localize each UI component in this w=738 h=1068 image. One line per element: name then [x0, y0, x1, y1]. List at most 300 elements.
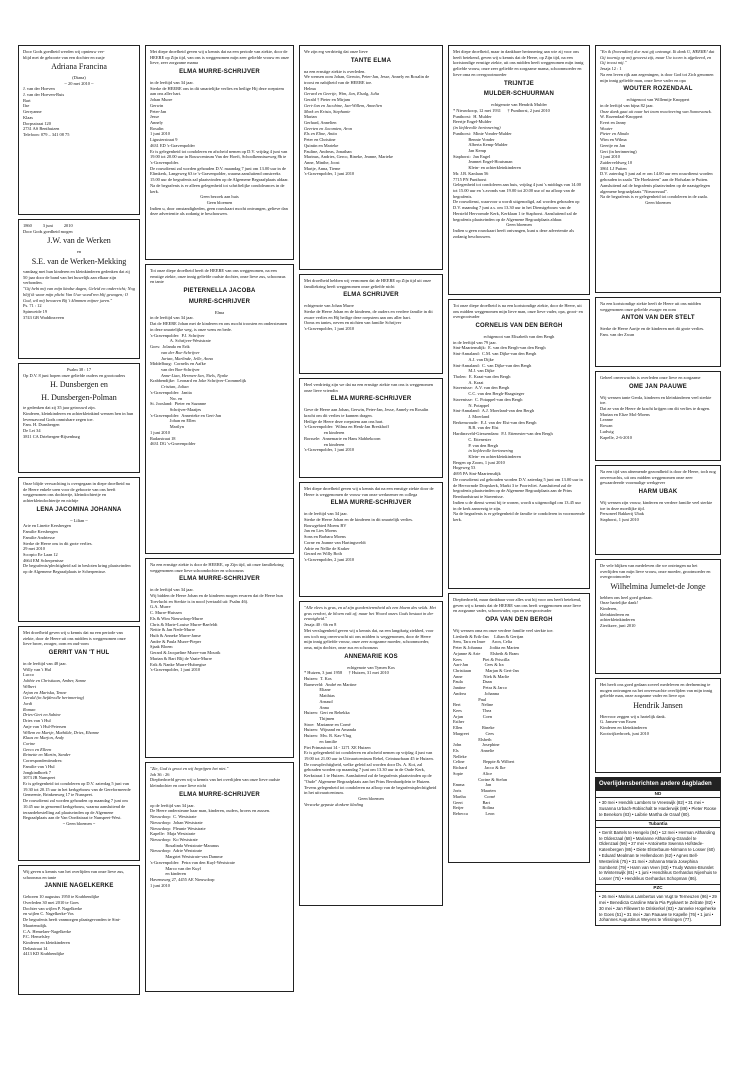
- announcement-name: ELMA MURRE-SCHRIJVER: [179, 576, 260, 583]
- announcement: [145, 264, 294, 554]
- announcement-text: Andre & Paula Murre-Pieper: [150, 638, 202, 644]
- announcement-text: 1 juni 2010: [600, 154, 621, 160]
- announcement-text: "Zie, God is groot en wij begrijpen het niet.": [150, 766, 229, 771]
- announcement-text: Wilbert: [23, 683, 36, 689]
- announcement-text: Op D.V. 8 juni hopen onze geliefde ouders en grootouders: [23, 372, 126, 378]
- announcement-text: Geert Bart: [453, 799, 491, 805]
- announcement-text: Klaas: [23, 114, 33, 120]
- announcement-text: Met diepe droefheid geven wij u kennis dat na een periode van ziekte, door de HEERE op Zijn tijd, van ons is weggenomen mijn zeer geliefde vrouw en onze lieve, zeer zorgzame mama: [150, 49, 291, 66]
- announcement-text: Gerald † Pieter en Mirjam: [304, 97, 351, 103]
- announcement: [595, 297, 721, 367]
- announcement-text: op de leeftijd van 34 jaar.: [150, 802, 195, 808]
- announcement-text: Met diepe droefheid, maar in dankbare herinnering aan wie zij voor ons heeft betekend, geven wij u kennis dat de Heere, op Zijn tijd, na een kortstondige ernstige ziekte, uit ons midden heeft weggenomen mijn innig geliefde vrouw, onze zeer geliefde en zorgzame mama, schoonmoeder en lieve oma en overgrootmoeder: [453, 49, 585, 77]
- overview-section-label: Tubantia: [596, 820, 720, 828]
- announcement-text: Dries-Gert en Sabine: [23, 712, 61, 718]
- announcement-text: Dat ze van de Heere de kracht krijgen om dit verlies te dragen.: [600, 405, 711, 411]
- announcement-text: Reijer Rolina: [453, 805, 495, 811]
- announcement-text: Ligusterstraat 9: [150, 137, 178, 143]
- announcement-text: St. Joosland: Pieter en Suzanne: [150, 401, 207, 407]
- announcement-text: Nieuwdorp: Adrie Weststrate: [150, 848, 203, 854]
- announcement-name: J.W. van de Werken: [47, 236, 111, 246]
- announcement-text: Elma: [214, 309, 225, 315]
- announcement-text: 4664 EM Scherpenisse: [23, 557, 64, 563]
- announcement-text: Diepbedroefd geven wij u kennis van het overlijden van onze lieve oudste kleindochter en onze lieve nicht: [150, 777, 282, 789]
- announcement-text: in de leeftijd van 34 jaar.: [150, 587, 194, 593]
- announcement-name: OME JAN PAAUWE: [628, 383, 688, 390]
- announcement-text: Alberta Kemp-Mulder: [453, 142, 508, 148]
- announcement-text: Cristian, Julian: [150, 384, 189, 390]
- announcement-text: A.J. van Dijke: [453, 356, 494, 362]
- announcement-text: J. van der Hoeven: [23, 86, 55, 92]
- announcement-text: Jobbie en Christiaan, Amber, Sanne: [23, 678, 87, 684]
- announcement-text: Sjaak Bloem: [150, 644, 173, 650]
- announcement-text: "Alle vlees is gras, en al zijn goedertierenheid als een bloem des velds. Het gras verdort, de bloem valt af; maar het Woord onzes Gods bestaat in der eeuwigheid.": [304, 605, 437, 622]
- overview-section-label: ND: [596, 790, 720, 798]
- announcement-text: Wij bidden de Heere Johan en de kinderen mogen ervaren dat de Heere hun Toevlucht en Sterkte is in nood (vertaald uit: Psalm 46).: [150, 592, 284, 604]
- announcement-text: echtgenoot van Elisabeth van den Bergh: [483, 333, 555, 339]
- announcement-text: Celine Beppie & Wilbert: [453, 759, 515, 765]
- announcement-text: Radarstraat 18: [150, 435, 176, 441]
- announcement-text: Er is gelegenheid tot condoleren op D.V. zaterdag 5 juni van 19.30 tot 20.15 uur in het kerkgebouw van de Gereformeerde Gemeente, Brinkenweg 17 te Nunspeet.: [23, 781, 132, 798]
- announcement-text: Sterke de Heere ons in dit grote verlies.: [23, 540, 93, 546]
- announcement-text: We wensen oom Johan, Gerwin, Peter-Jan, Jesse, Annely en Rosalin de troost en nabijheid van de HEERE toe.: [304, 74, 431, 85]
- announcement-text: ~ Lilian ~: [70, 517, 88, 523]
- announcement-name: PIETERNELLA JACOBA: [183, 288, 256, 295]
- announcement-text: Anne-Lian, Hermen-Jan, Niels, Nynke: [150, 372, 229, 378]
- announcement-text: in de leeftijd van 79 jaar.: [453, 339, 497, 345]
- announcement-text: Gert (in herinnering): [600, 148, 637, 154]
- announcement-text: Jan en Lies Moens: [304, 528, 337, 534]
- announcement-text: vandaag met hun kinderen en kleinkinderen gedenken dat zij 50 jaar door de band van het huwelijk aan elkaar zijn verbonden.: [23, 268, 131, 286]
- announcement-text: Stavenisse: C. Potappel-van den Bergh: [453, 396, 523, 402]
- announcement: [18, 45, 140, 215]
- announcement-text: De rouwdienst zal worden gehouden op maandag 7 juni om 10.45 uur in genoemd kerkgebouw, waarna aansluitend de teraardebestelling zal plaatsvinden op de Algemene Begraafplaats aan de Van Oordtstraat te Nunspeet-West.: [23, 798, 129, 821]
- announcement-text: Sterke de Heere Johan en de kinderen in dit smartelijk verlies.: [304, 516, 414, 522]
- announcement: [595, 371, 721, 461]
- announcement-text: Indien u, door omstandigheden, geen rouwkaart mocht ontvangen, gelieve dan deze advertentie als zodanig te beschouwen.: [150, 205, 289, 217]
- announcement-text: Correspondentieadres:: [23, 758, 63, 764]
- announcement-text: Martje, Anna, Tieme: [304, 165, 341, 171]
- announcement-text: 1 juni 2010: [150, 131, 171, 137]
- announcement-text: Anne, Minthe, Joost: [304, 160, 340, 166]
- announcement-text: Aart-Jan Cees & Ira: [453, 662, 504, 668]
- announcement-text: Arjan Coen: [453, 713, 493, 719]
- announcement-text: Diepbedroefd, maar dankbaar voor alles wat hij voor ons heeft betekend, geven wij u kennis dat de HEERE van ons heeft weggenomen onze lieve en zorgzame vader, schoonvader, opa en overgrootvader: [453, 597, 583, 614]
- overview-section-text: • Gerrit Bartels te Hengelo (84) • 12 mei • Herman Altharoling te Oldenzaal (68) • Marianne Altharoling-Grandel te Oldenzaal (56) • 27 mei • Antoinette Swenna Hofstede-Katenbergen (86) • Diete Elsterbaum-Nirmann te Losser (60) • Eduard Mealman te Hellendoorn (62) • Agnes Bell-Westeriink (75) • 31 mei • Johanna Maria Josephina Somberst (79) • Harm van Veen (83) • Trudy Wams-Brunslet te Winterswijk (81) • 1 juni • Hendrikus Gerhardus Nijenhuis te Losser (75) • Hendrikus Gerhardus Schopman (86).: [599, 829, 717, 882]
- announcement-text: Reinette en Martin, Sander: [23, 752, 71, 758]
- announcement-text: Eliane: [304, 687, 331, 693]
- announcement-text: Gerald (in liefdevolle herinnering): [23, 695, 85, 701]
- overview-title: Overlijdensberichten andere dagbladen: [596, 778, 720, 790]
- announcement-text: Lucco: [23, 672, 34, 678]
- announcement-text: De Lei 34: [23, 428, 41, 434]
- announcement-text: Staphorst, 1 juni 2010: [600, 517, 639, 523]
- announcement-text: 's-Gravenpolder, 1 juni 2010: [150, 667, 201, 673]
- announcement-text: 's-Gravenpolder: Petra van den Kuyl-Weststrate: [150, 859, 235, 865]
- announcement-text: echtgenote van Johan Murre: [304, 303, 354, 309]
- announcement-text: De rouwdienst zal gehouden worden D.V. zaterdag 5 juni om 13.00 uur in de Hervormde Dorpskerk, Markt 3 te Poortvliet. Aansluitend zal de begrafenis plaatsvinden op de Algemene Begraafplaats aan de Prins Bernhardstraat te Stavenisse.: [453, 476, 584, 500]
- announcement-text: 7715 PN Punthorst: [453, 176, 487, 182]
- announcement-text: Spinweide 19: [23, 308, 48, 314]
- announcement-text: Johan Murre: [150, 97, 173, 103]
- announcement-text: Geen bloemen: [506, 222, 532, 228]
- announcement-name: S.E. van de Werken-Mekking: [31, 256, 127, 266]
- announcement-text: Schrijver-Maatjes: [150, 406, 202, 412]
- announcement-text: Sterke de Heere Aartje en de kinderen met dit grote verlies.: [600, 326, 705, 332]
- announcement-text: Met droefheid geven wij u kennis dat na een periode van ziekte, door de Heere uit ons midden is weggenomen onze lieve broer, zwager, oom en oud-oom: [23, 630, 127, 647]
- announcement-text: Roman: [23, 706, 36, 712]
- announcement-text: Kinderen en kleinkinderen: [23, 939, 70, 945]
- announcement: [595, 678, 721, 773]
- announcement-text: "En ik (bovendien) doe rust gij ontvangt. Ik dank U, HEERE! dat Gij toornig op mij geweest zijt, maar Uw toorn is afgekeerd, en Gij troost mij.": [600, 49, 716, 66]
- announcement-text: R.B. van der Elst: [453, 425, 499, 431]
- announcement-name: HARM UBAK: [638, 489, 678, 496]
- announcement-text: Wij wensen oma en onze verdere familie veel sterkte toe.: [453, 627, 554, 633]
- announcement-text: in de leeftijd van 48 jaar.: [23, 660, 67, 666]
- announcement: [18, 865, 140, 995]
- announcement-text: Andrea Johanna: [453, 690, 499, 696]
- announcement-text: 3073 JR Nunspeet: [23, 775, 56, 781]
- announcement-text: Jurian, Marlinde, Jelle, Anna: [150, 355, 213, 361]
- announcement-name: WOUTER ROZENDAAL: [623, 86, 693, 93]
- announcement: [448, 299, 590, 589]
- announcement-text: Onze blijde verwachting is overgegaan in diepe droefheid nu de Heere enkele uren voor de geboorte van ons heeft weggenomen ons dochtertje, kleindochtertje en achterkleindochtertje en nichtje: [23, 481, 132, 504]
- announcement-text: Huizen: Gert en Rebekka: [304, 710, 350, 716]
- announcement-text: P. van den Bergh: [453, 442, 499, 448]
- announcement-text: Joris Maarten: [453, 788, 496, 794]
- announcement-name: Hendrik Jansen: [633, 701, 683, 711]
- announcement-text: Anne Niek & Marlie: [453, 673, 510, 679]
- announcement-text: 's-Gravenpolder, 2 juni 2010: [304, 556, 355, 562]
- announcement-text: 4631 DG 's-Gravenpolder: [150, 441, 196, 447]
- announcement-text: Familie van 't Hul: [23, 763, 55, 769]
- announcement-text: Arjan en Mariska, Tenne: [23, 689, 67, 695]
- announcement-text: P.C. Hemelsley: [23, 934, 50, 940]
- announcement-text: De vele blijken van medeleven die we ontvingen na het overlijden van mijn lieve vrouw, onze moeder, grootmoeder en overgrootmoeder: [600, 563, 712, 580]
- announcement-text: Gerryanne: [23, 109, 42, 115]
- announcement-text: Gert-Jan en Jacobine, Jan-Willem, Annelien: [304, 102, 382, 108]
- announcement-text: 3811 CA Driebergen-Rijsenburg: [23, 433, 80, 439]
- announcement-text: Na de begrafenis is er gelegenheid tot condoleren in de zaala.: [600, 194, 708, 200]
- announcement-text: ~ Geen bloemen ~: [62, 821, 96, 827]
- announcement-text: Door Gods goedheid mogen: [23, 228, 73, 234]
- announcement-text: Dat de HEERE Johan met de kinderen en ons mocht troosten en ondersteunen in deze smartelijke weg, is onze wens en bede.: [150, 321, 289, 332]
- announcement-name: ELMA MURRE-SCHRIJVER: [330, 396, 412, 403]
- announcement-text: Nieuwdorp: Johan Weststrate: [150, 819, 203, 825]
- announcement-name: MURRE-SCHRIJVER: [188, 298, 251, 305]
- announcement-text: Punthorst: H. Mulder: [453, 113, 492, 119]
- announcement-text: De Heere ondersteune haar man, kinderen, ouders, broers en zussen.: [150, 808, 271, 814]
- announcement-text: De begrafenis heeft vanmorgen plaatsgevonden te Sint-Maartensdijk.: [23, 917, 121, 928]
- announcement-text: Martha Corné: [453, 793, 496, 799]
- announcement-text: N. Potappel: [453, 402, 490, 408]
- announcement-text: Job 36 : 26: [150, 771, 170, 777]
- announcement-text: Staphorst: Jan Engel: [453, 153, 491, 159]
- announcement-text: Geen bloemen: [645, 200, 671, 206]
- announcement-text: Beertje Engel-Mulder: [453, 119, 492, 125]
- announcement-text: Dries van 't Hul: [23, 718, 51, 724]
- announcement-text: Jongkindhoek 7: [23, 769, 51, 775]
- announcement-text: echtgenoot van Willemtje Knoppert: [626, 97, 690, 103]
- announcement-text: Erik & Nanke Murre-Hubregtse: [150, 661, 207, 667]
- announcement-text: Wij wensen tante Gerda, kinderen en kleinkinderen veel sterkte toe.: [600, 394, 713, 406]
- announcement-text: Kinderen,: [600, 605, 618, 611]
- announcement-text: Jan Kemp: [453, 147, 487, 153]
- announcement-text: in de leeftijd van 34 jaar.: [150, 315, 194, 321]
- announcement-text: en wijlen C. Nagelkerke-Vos: [23, 911, 74, 917]
- announcement-text: Jesaja 12 : 1: [600, 66, 622, 72]
- announcement-text: Personeel Bakkerij Ubak: [600, 511, 644, 517]
- announcement-text: 's-Gravenpolder, 1 juni 2010: [304, 447, 355, 453]
- announcement-text: Klein- en achterkleinkinderen: [453, 165, 521, 171]
- announcement-text: Met droefheid hebben wij vernomen dat de HEERE op Zijn tijd uit onze familiekring heeft weggenomen onze geliefde nicht: [304, 278, 433, 289]
- announcement-text: G.A. Murre: [150, 604, 171, 610]
- announcement-text: De rouwdienst zal worden gehouden D.V. maandag 7 juni om 13.00 uur in de Elimkerk, Langeweg 63 te 's-Gravenpolder, waarna aansluitend omstreeks 15.00 uur de begrafenis zal plaatsvinden op de Algemene Begraafplaats aldaar.: [150, 165, 289, 183]
- announcement-text: 4631 ED 's-Gravenpolder: [150, 142, 195, 148]
- announcement-name: H. Dunsbergen-Polman: [41, 392, 117, 402]
- announcement-text: Dochter van wijlen P. Nagelkerke: [23, 905, 83, 911]
- announcement-text: Jesaja 40 : 6b en 8: [304, 622, 337, 628]
- announcement-text: Na een tijd van afnemende gezondheid is door de Heere, toch nog onverwachts, uit ons midden weggenomen onze zeer gewaardeerde voormalige werkgever: [600, 469, 717, 486]
- announcement-text: en: [76, 248, 82, 254]
- announcement-text: Tevens gelegenheid tot condoleren na afloop van de begrafenisplechtigheid in het uitvaartcentrum.: [304, 784, 438, 796]
- announcement-text: Nieuwdorp: Pleunie Weststrate: [150, 825, 206, 831]
- announcement-text: na een ernstige ziekte is overleden.: [304, 68, 366, 74]
- announcement-text: Hogeweg 53: [453, 465, 476, 471]
- announcement-text: Peter-Jan: [150, 108, 167, 114]
- announcement-text: Johan en Ellen: [150, 418, 196, 424]
- announcement-text: Kapelle: Maja Weststrate: [150, 831, 196, 837]
- announcement: [145, 762, 294, 992]
- announcement-text: Onze dank gaat uit naar het team reactivering van Sonnevanck.: [600, 108, 712, 114]
- announcement-text: Overleden 30 mei 2010 te Goes: [23, 899, 79, 905]
- announcement-text: Tholen: E. Kraai-van den Bergh: [453, 373, 511, 379]
- announcement-text: Pieter en Alinda: [600, 131, 629, 137]
- announcement-text: Indien u geen rouwkaart heeft ontvangen, kunt u deze advertentie als zodanig beschouwen.: [453, 228, 576, 239]
- announcement-text: Krabbendijke: Leonard en Joke Schrijver-Crommelijk: [150, 378, 247, 384]
- announcement-name: ELMA SCHRIJVER: [343, 292, 399, 299]
- announcement-text: A. Schrijver-Weststrate: [150, 338, 211, 344]
- announcement-text: Matthias: [304, 693, 335, 699]
- announcement-text: Kees Thea: [453, 708, 492, 714]
- announcement-text: Barneveld: André en Martine: [304, 681, 357, 687]
- announcement-text: Nw. en: [150, 395, 183, 401]
- announcement-name: OPA VAN DEN BERGH: [485, 617, 553, 624]
- announcement-text: Liesbeth & Erik-Jan Lilian & Gertjan: [453, 633, 524, 639]
- announcement-text: Tot onze diepe droefheid is na een kortstondige ziekte, door de Heere, uit ons midden weggenomen mijn lieve man, onze lieve vader, opa, groot- en overgrootvader: [453, 303, 584, 320]
- announcement-text: Nieuwdorp: Ko Weststrate: [150, 836, 198, 842]
- announcement-text: M.J. van Dijke: [453, 368, 495, 374]
- announcement-text: Na een kortstondige ziekte heeft de Heere uit ons midden weggenomen onze geliefde zwager en oom: [600, 301, 702, 312]
- announcement-text: Wim en Wilma: [600, 137, 627, 143]
- announcement-text: Chris & Marie-Louise Murre-Baefeldt: [150, 621, 218, 627]
- announcement-text: Door Gods goedheid werden wij opnieuw ver-: [23, 49, 105, 54]
- announcement-text: Kinderen en kleinkinderen: [600, 724, 647, 730]
- announcement-text: Sopie Alice: [453, 770, 493, 776]
- announcement-text: Anje van 't Hul-Petersen: [23, 723, 67, 729]
- announcement: [595, 465, 721, 555]
- announcement-text: Sem, Tara en Imre Aron, Celia: [453, 639, 513, 645]
- announcement-text: 's-Gravenpolder: Wilma en Henk-Jan Breskhoff: [304, 424, 389, 430]
- announcement-text: Wij geven u kennis van het overlijden van onze lieve zus, schoonzus en tante: [23, 869, 126, 880]
- announcement-text: en kinderen: [304, 430, 345, 436]
- announcement-text: 's-Gravenpolder, 1 juni 2010: [304, 171, 355, 177]
- announcement-text: Gelegenheid tot condoleren aan huis, vrijdag 4 juni 's middags van 14.00 tot 15.00 uur en 's avonds van 19.00 tot 20.00 uur of na afloop van de begrafenis.: [453, 182, 583, 199]
- announcement-text: Gerwin: [150, 102, 164, 108]
- announcement-text: hebben ons heel goed gedaan.: [600, 594, 653, 600]
- announcement-text: Klaas en Marjon, Andy: [23, 735, 64, 741]
- announcement-text: Evert en Janny: [600, 119, 627, 125]
- announcement-name: ELMA MURRE-SCHRIJVER: [179, 69, 260, 76]
- announcement-text: Bouwgebied Moens BV: [304, 522, 347, 528]
- announcement-text: C.A. Hemelaer-Nagelkerke: [23, 928, 72, 934]
- announcement-text: ~ 20 mei 2010 ~: [64, 80, 94, 86]
- announcement-text: Zuiderveldweg 10: [600, 160, 633, 166]
- announcement-text: J. van der Hoeven-Ruis: [23, 91, 65, 97]
- announcement-text: Esther: [453, 719, 465, 725]
- announcement-text: Rosalinda Weststrate-Maranus: [150, 842, 219, 848]
- announcement-text: Emma Jan: [453, 782, 492, 788]
- announcement-name: TANTE ELMA: [350, 57, 392, 64]
- announcement-name: Wilhelmina Jumelet-de Jonge: [610, 582, 706, 592]
- overview-box: [595, 777, 721, 926]
- announcement-text: Wij wensen zijn vrouw, kinderen en verdere familie veel sterkte toe in deze moeilijke tijd.: [600, 499, 714, 511]
- announcement-text: 1860 3 juni 2010: [23, 223, 73, 228]
- announcement-text: Els & Wim Nieuwdorp-Murre: [150, 615, 204, 621]
- announcement-text: Richard Jacco & Ike: [453, 765, 506, 771]
- announcement-text: 4413 KD Krabbendijke: [23, 951, 65, 957]
- announcement-text: Kees Piet & Priscilla: [453, 656, 510, 662]
- announcement-text: Arie en Linette Kersbergen: [23, 523, 71, 529]
- announcement: [18, 477, 140, 622]
- announcement-text: Piet Primastraat 14 - 1271 XE Huizen: [304, 744, 371, 750]
- announcement-text: Scorpio Ee Laan 12: [23, 551, 58, 557]
- announcement-text: Margriet Weststrate-van Damme: [150, 854, 223, 860]
- announcement-text: Er is gelegenheid tot condoleren en afscheid nemen op vrijdag 4 juni van 19.00 tot 21.00 uur in Uitvaartcentrum Rebel, Ceintuurbaan 45 te Huizen.: [304, 750, 434, 762]
- announcement-text: Marian: [304, 114, 317, 120]
- announcement-text: in de leeftijd van bijna 82 jaar.: [600, 102, 654, 108]
- announcement-text: Kapelle, 2-6-2010: [600, 434, 632, 440]
- announcement-text: Zierikzee, juni 2010: [600, 623, 636, 629]
- announcement-text: D.V. zaterdag 5 juni zal er om 14.00 uur een rouwdienst worden gehouden in zaala "De Hoeksteen" aan de Hofsalan te Putten. Aansluitend zal de begrafenis plaatsvinden op de naastgelegen algemene begraafplaats "Nieuwezaal".: [600, 171, 714, 194]
- announcement-text: Gerco en Elleen: [23, 746, 52, 752]
- announcement-text: Quintin en Marieke: [304, 142, 339, 148]
- announcement-text: Nettie & Jan Nede-Murre: [150, 627, 195, 633]
- announcement-text: Telefoon: 079 – 341 08 75: [23, 132, 70, 138]
- announcement-text: Marinus, Andries, Gerco, Rineke, Jeanne, Marieke: [304, 154, 394, 160]
- announcement-text: Na een leven rijk aan zegeningen, is door God tot Zich genomen mijn innig geliefde man, onze lieve vader en opa: [600, 71, 715, 83]
- column-4: [448, 45, 590, 863]
- announcement-text: Adrie en Nellie de Kraker: [304, 545, 350, 551]
- announcement-text: Els Annelie: [453, 748, 495, 754]
- announcement-text: Fam. van der Zwan: [600, 331, 635, 337]
- announcement-text: Goes: Jolanda en Erik: [150, 344, 190, 350]
- announcement: [299, 274, 443, 374]
- announcement-text: C. Ettenester: [453, 436, 492, 442]
- announcement-text: Indien u de dienst wenst bij te wonen, wordt u uitgenodigd om 13.45 uur in de kerk aanwezig te zijn.: [453, 499, 583, 511]
- announcement-text: Punthorst: Minie Vonder-Mulder: [453, 130, 512, 136]
- announcement-text: Ellen Rineke: [453, 725, 495, 731]
- announcement-text: Borssele: Annemarie en Hans Slabbekoorn: [304, 435, 381, 441]
- announcement-text: Bergen op Zoom, 1 juni 2010: [453, 459, 505, 465]
- announcement-text: (Diana): [72, 74, 86, 80]
- announcement-text: en kinderen: [304, 441, 345, 447]
- announcement-text: Willy van 't Hul: [23, 666, 52, 672]
- announcement-text: C.C. van den Bergh-Haagsteger: [453, 391, 525, 397]
- announcement-text: Na een ernstige ziekte is door de HEERE, op Zijn tijd, uit onze familiekring weggenomen onze lieve schoondochter en schoonzus: [150, 562, 285, 573]
- announcement-text: Arjanne & Arie Elsbeth & Bram: [453, 650, 519, 656]
- announcement-text: Dorpsstraat 120: [23, 120, 51, 126]
- announcement: [448, 45, 590, 295]
- announcement-text: Geboren 10 augustus 1950 te Krabbendijke: [23, 894, 100, 900]
- announcement-text: Willem en Martje, Mathilde, Dries, Ehanne: [23, 729, 100, 735]
- announcement-text: Kootwijkerbroek, juni 2010: [600, 730, 649, 736]
- announcement-text: Annely: [150, 119, 163, 125]
- announcement-text: Mr. J.B. Kanlaan 56: [453, 170, 489, 176]
- announcement: [299, 601, 443, 906]
- announcement-text: Geertje en Jan: [600, 142, 626, 148]
- announcement-name: H. Dunsbergen en: [50, 380, 108, 390]
- announcement-text: "Gij hebt mij van mijn kindse dagen, Geleid en onderricht; Nog blijf ik waar mijn plicht Van Uwe wond'ren blij gewagen; O God, wil mij bewaren Bij 't klimmen mijner jaren.": [23, 286, 137, 303]
- announcement-text: John Josephine: [453, 742, 500, 748]
- announcement-text: Gerhard, Annelien: [304, 119, 337, 125]
- announcement-name: ELMA MURRE-SCHRIJVER: [179, 791, 260, 798]
- announcement-text: achterkleinkinderen: [600, 617, 635, 623]
- announcement-text: 4695 PA Sint-Maartensdijk: [453, 471, 501, 477]
- announcement-text: Geen bloemen: [206, 200, 233, 206]
- announcement-text: blijd met de geboorte van een dochter en zusje: [23, 54, 105, 60]
- announcement-text: Nelleke: [453, 753, 467, 759]
- announcement-text: Marco van der Kuyl: [150, 865, 201, 871]
- overview-section-text: • 26 mei • Marinus Lambertus van Vugt te Terneuzen (96) • 29 mei • Benedicta Caroline Maria Pia Pypkaert te Zelzate (82) • 30 mei • Jan Fillewert te Driskerkel (83) • Janneke Hogeherke te Goes (51) • 31 mei • Jan Paauwe te Kapelle (76) • 1 juni • Johannes Augustinus Weyens te Vlissingen (77).: [599, 894, 717, 923]
- overview-section-text: • 30 mei • Hendrik Lambers te Vreeswijk (82) • 31 mei • Susanna Urbach-Robischalt te Harderwijk (89) • Pieter Roose te Benekom (83) • Laibrie Martha de Graaf (80).: [599, 800, 717, 817]
- announcement-text: Hiervoor zeggen wij u hartelijk dank.: [600, 713, 666, 719]
- announcement: [595, 559, 721, 674]
- announcement-text: Marilyn: [150, 424, 184, 430]
- announcement: [299, 45, 443, 270]
- announcement-text: Heel verdrietig zijn we dat na een ernstige ziekte van ons is weggenomen onze lieve vriendin: [304, 382, 435, 393]
- announcement: [595, 45, 721, 293]
- announcement: [299, 378, 443, 478]
- announcement-text: Pauline, Andreas, Jonathan: [304, 148, 352, 154]
- announcement-text: Geen bloemen: [358, 796, 384, 802]
- announcement-text: Helma: [304, 85, 316, 91]
- announcement-text: te gedenken dat zij 35 jaar getrouwd zijn.: [23, 405, 96, 411]
- announcement-name: Adriana Francina: [51, 62, 107, 72]
- announcement-text: * Nieuwkoop, 12 mei 1931 † Punthorst, 2 juni 2010: [453, 107, 550, 113]
- announcement-text: Sint-Annaland: A.J. Moerland-van den Bergh: [453, 408, 535, 414]
- announcement-text: Marian en Elize Mol-Moens: [600, 411, 650, 417]
- column-3: [299, 45, 443, 906]
- announcement-text: Klein- en achterkleinkinderen: [453, 454, 521, 460]
- announcement-text: echtgenote van Tymen Kos: [347, 664, 395, 670]
- announcement-text: Stavenisse: A.V. van den Bergh: [453, 385, 510, 391]
- announcement: [448, 593, 590, 863]
- announcement-name: ELMA MURRE-SCHRIJVER: [330, 500, 412, 507]
- announcement-name: GERRIT VAN 'T HUL: [48, 650, 110, 657]
- announcement-text: echtgenote van Hendrik Mulder: [491, 102, 547, 108]
- announcement-text: en familie: [304, 738, 338, 744]
- announcement-text: W. Rozendaal-Knoppert: [600, 114, 643, 120]
- announcement-text: Gerard en Willy Both: [304, 551, 342, 557]
- announcement-text: J. Moerland: [453, 414, 490, 420]
- announcement-text: Onze hartelijke dank!: [600, 600, 639, 606]
- overview-section-label: PZC: [596, 884, 720, 892]
- announcement-text: Christiaan Marjan & Gert-Jan: [453, 667, 519, 673]
- announcement-text: Jordi: [23, 700, 33, 706]
- announcement-text: We zijn erg verdrietig dat onze lieve: [304, 49, 368, 54]
- announcement-text: Huizen: Wijnand en Amanda: [304, 727, 356, 733]
